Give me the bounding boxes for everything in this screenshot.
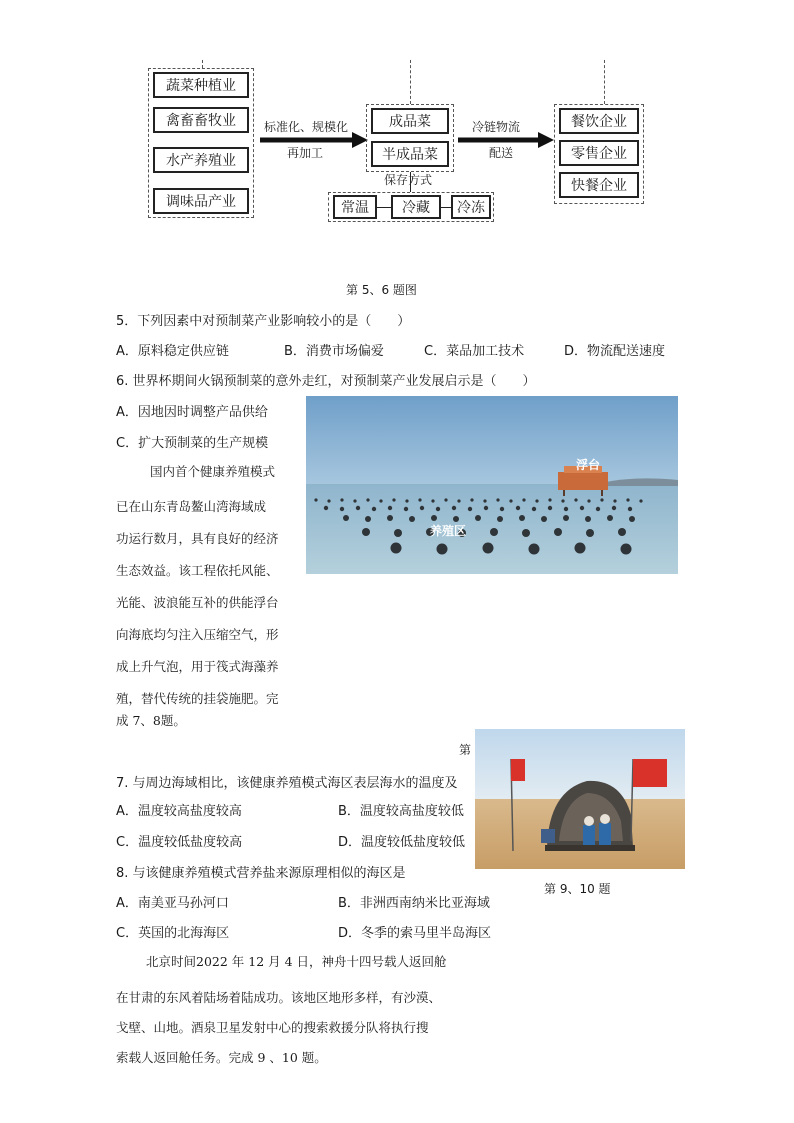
- q7-stem: 7. 与周边海域相比，该健康养殖模式海区表层海水的温度及: [116, 776, 458, 791]
- buoy: [431, 515, 437, 521]
- buoy: [607, 515, 613, 521]
- q7-option-b: B．温度较高盐度较低: [338, 804, 464, 819]
- enterprise-item: 零售企业: [559, 140, 639, 166]
- q5-option-d: D．物流配送速度: [564, 344, 666, 359]
- industry-item: 蔬菜种植业: [153, 72, 249, 98]
- buoy: [618, 528, 626, 536]
- buoy: [586, 529, 594, 537]
- buoy: [404, 507, 408, 511]
- buoy: [522, 529, 530, 537]
- buoy: [405, 499, 408, 502]
- q6-stem: 6. 世界杯期间火锅预制菜的意外走红，对预制菜产业发展启示是（ ）: [116, 374, 536, 389]
- industry-item: 调味品产业: [153, 188, 249, 214]
- storage-link: [441, 207, 451, 208]
- passage1-line: 成上升气泡，用于筏式海藻养: [116, 659, 279, 674]
- buoy: [516, 506, 520, 510]
- enterprise-item: 快餐企业: [559, 172, 639, 198]
- buoy: [418, 498, 421, 501]
- buoy: [483, 499, 486, 502]
- buoy: [564, 507, 568, 511]
- diagram-caption: 第 5、6 题图: [346, 283, 417, 297]
- buoy: [580, 506, 584, 510]
- buoy: [600, 498, 603, 501]
- storage-link: [377, 207, 391, 208]
- buoy: [496, 498, 499, 501]
- buoy: [475, 515, 481, 521]
- buoy: [387, 515, 393, 521]
- q7-option-d: D．温度较低盐度较低: [338, 835, 466, 850]
- buoy: [484, 506, 488, 510]
- buoy: [444, 498, 447, 501]
- passage1-line: 已在山东青岛鳌山湾海域成: [116, 499, 267, 514]
- figure-caption-partial: 第: [459, 743, 472, 757]
- buoy: [629, 516, 635, 522]
- buoy: [563, 515, 569, 521]
- passage1-line: 生态效益。该工程依托风能、: [116, 563, 279, 578]
- passage2-line: 索载人返回舱任务。完成 9 、10 题。: [116, 1050, 327, 1065]
- passage2-line: 在甘肃的东风着陆场着陆成功。该地区地形多样，有沙漠、: [116, 990, 442, 1005]
- passage1-line: 国内首个健康养殖模式: [150, 464, 276, 479]
- buoy: [535, 499, 538, 502]
- passage2-line: 北京时间2022 年 12 月 4 日，神舟十四号载人返回舱: [146, 954, 447, 969]
- buoy: [356, 506, 360, 510]
- supply-chain-diagram: [0, 0, 794, 240]
- farm-area-label: 养殖区: [430, 524, 467, 538]
- buoy: [452, 506, 456, 510]
- stub-line: [410, 60, 411, 104]
- buoy: [613, 499, 616, 502]
- buoy: [362, 528, 370, 536]
- product-item: 半成品菜: [371, 141, 449, 167]
- buoy: [327, 499, 330, 502]
- process-label-top: 标准化、规模化: [264, 120, 349, 134]
- storage-label: 保存方式: [384, 173, 433, 187]
- storage-item: 常温: [333, 195, 377, 219]
- buoy: [587, 499, 590, 502]
- buoy: [529, 544, 540, 555]
- passage1-line: 成 7、8题。: [116, 713, 186, 728]
- stub-line: [604, 60, 605, 104]
- q5-option-b: B．消费市场偏爱: [284, 344, 384, 359]
- passage2-line: 戈壁、山地。酒泉卫星发射中心的搜索救援分队将执行搜: [116, 1020, 429, 1035]
- logistics-label-top: 冷链物流: [472, 120, 521, 134]
- buoy: [628, 507, 632, 511]
- q5-option-c: C．菜品加工技术: [424, 344, 525, 359]
- industry-item: 禽畜畜牧业: [153, 107, 249, 133]
- buoy: [343, 515, 349, 521]
- buoy: [420, 506, 424, 510]
- buoy: [596, 507, 600, 511]
- buoy: [626, 498, 629, 501]
- buoy: [366, 498, 369, 501]
- buoy: [468, 507, 472, 511]
- sea-farm-photo: [306, 396, 678, 574]
- buoy: [548, 506, 552, 510]
- buoy: [639, 499, 642, 502]
- q5-option-a: A．原料稳定供应链: [116, 344, 229, 359]
- q6-option-a: A．因地因时调整产品供给: [116, 405, 268, 420]
- buoy: [324, 506, 328, 510]
- storage-item: 冷藏: [391, 195, 441, 219]
- figure-caption-9-10: 第 9、10 题: [544, 882, 611, 896]
- buoy: [457, 499, 460, 502]
- q8-stem: 8. 与该健康养殖模式营养盐来源原理相似的海区是: [116, 866, 406, 881]
- buoy: [379, 499, 382, 502]
- buoy: [483, 543, 494, 554]
- q7-option-a: A．温度较高盐度较高: [116, 804, 242, 819]
- stub-line: [202, 60, 203, 68]
- buoy: [497, 516, 503, 522]
- q7-option-c: C．温度较低盐度较高: [116, 835, 243, 850]
- buoy: [431, 499, 434, 502]
- buoy: [548, 498, 551, 501]
- passage1-line: 光能、波浪能互补的供能浮台: [116, 595, 279, 610]
- buoy: [365, 516, 371, 522]
- buoy: [519, 515, 525, 521]
- buoy: [353, 499, 356, 502]
- buoy: [522, 498, 525, 501]
- q5-stem: 5．下列因素中对预制菜产业影响较小的是（ ）: [116, 314, 411, 329]
- q8-option-d: D．冬季的索马里半岛海区: [338, 926, 492, 941]
- buoy: [437, 544, 448, 555]
- logistics-label-bottom: 配送: [489, 146, 514, 160]
- industry-item: 水产养殖业: [153, 147, 249, 173]
- buoy: [575, 543, 586, 554]
- buoy: [509, 499, 512, 502]
- passage1-line: 殖，替代传统的挂袋施肥。完: [116, 691, 279, 706]
- buoy: [612, 506, 616, 510]
- buoy: [470, 498, 473, 501]
- storage-connector: [410, 172, 411, 192]
- buoy: [388, 506, 392, 510]
- buoy: [372, 507, 376, 511]
- storage-item: 冷冻: [451, 195, 491, 219]
- q8-option-a: A．南美亚马孙河口: [116, 896, 229, 911]
- buoy: [391, 543, 402, 554]
- buoy: [409, 516, 415, 522]
- passage1-line: 向海底均匀注入压缩空气，形: [116, 627, 279, 642]
- product-item: 成品菜: [371, 108, 449, 134]
- enterprise-item: 餐饮企业: [559, 108, 639, 134]
- q6-option-c: C．扩大预制菜的生产规模: [116, 436, 269, 451]
- buoy: [392, 498, 395, 501]
- buoy: [490, 528, 498, 536]
- buoy: [532, 507, 536, 511]
- return-capsule-photo: [475, 729, 685, 869]
- buoy: [574, 498, 577, 501]
- buoy: [554, 528, 562, 536]
- buoy: [500, 507, 504, 511]
- platform-label: 浮台: [576, 458, 601, 472]
- buoy: [436, 507, 440, 511]
- passage1-line: 功运行数月，具有良好的经济: [116, 531, 279, 546]
- buoy: [541, 516, 547, 522]
- buoy: [561, 499, 564, 502]
- q8-option-b: B．非洲西南纳米比亚海域: [338, 896, 490, 911]
- q8-option-c: C．英国的北海海区: [116, 926, 230, 941]
- buoy: [394, 529, 402, 537]
- buoy: [314, 498, 317, 501]
- buoy: [621, 544, 632, 555]
- buoy: [340, 507, 344, 511]
- buoy: [340, 498, 343, 501]
- process-label-bottom: 再加工: [287, 146, 324, 160]
- buoy: [585, 516, 591, 522]
